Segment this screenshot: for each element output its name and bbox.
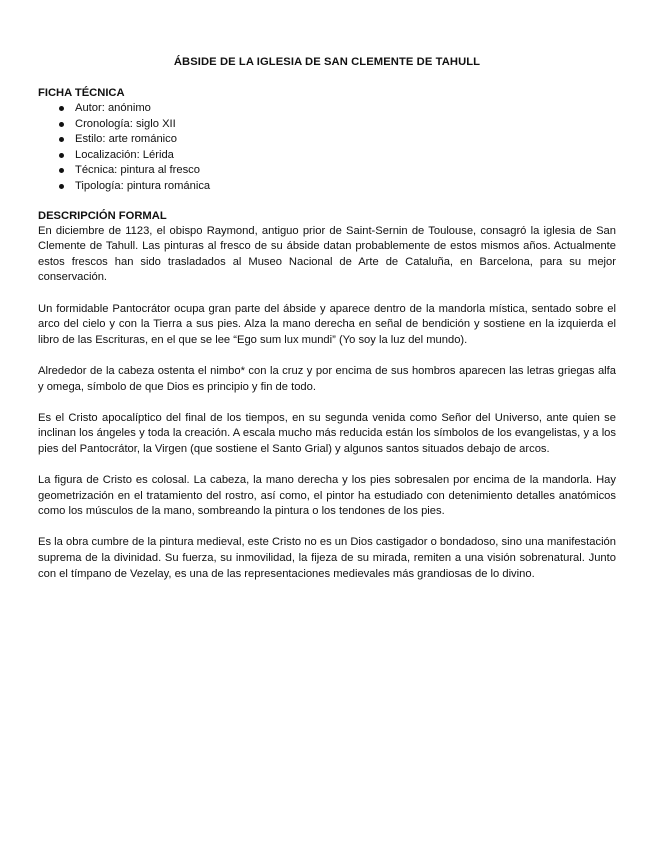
ficha-item-tecnica: Técnica: pintura al fresco xyxy=(38,163,616,179)
document-page xyxy=(38,55,616,598)
page-title: ÁBSIDE DE LA IGLESIA DE SAN CLEMENTE DE TAHULL xyxy=(173,56,481,68)
ficha-item-cronologia: Cronología: siglo XII xyxy=(38,117,616,133)
paragraph-obra-cumbre: Es la obra cumbre de la pintura medieval, este Cristo no es un Dios castigador o bondadoso, sino una manifestación suprema de la divinidad. Su fuerza, su inmovilidad, la fijeza de su mirada, remiten a una visión sobrenatural. Junto con el tímpano de Vezelay, es una de las representaciones medievales más grandiosas de lo divino. xyxy=(38,536,616,580)
paragraph-nimbo: Alrededor de la cabeza ostenta el nimbo* con la cruz y por encima de sus hombros aparecen las letras griegas alfa y omega, símbolo de que Dios es principio y fin de todo. xyxy=(38,364,616,393)
ficha-tecnica-heading: FICHA TÉCNICA xyxy=(38,87,125,99)
paragraph-cristo-apocaliptico: Es el Cristo apocalíptico del final de los tiempos, en su segunda venida como Señor del Universo, ante quien se inclinan los ángeles y toda la creación. A escala mucho más reducida están los símbolos de los evangelistas, y a los pies del Pantocrátor, la Virgen (que sostiene el Santo Grial) y algunos santos situados debajo de arcos. xyxy=(38,411,616,455)
paragraph-pantocrator: Un formidable Pantocrátor ocupa gran parte del ábside y aparece dentro de la mandorla mística, sentado sobre el arco del cielo y con la Tierra a sus pies. Alza la mano derecha en señal de bendición y sostiene en la izquierda el libro de las Escrituras, en el que se lee “Ego sum lux mundi” (Yo soy la luz del mundo). xyxy=(38,302,616,346)
ficha-item-localizacion: Localización: Lérida xyxy=(38,148,616,164)
descripcion-formal-heading: DESCRIPCIÓN FORMAL xyxy=(38,209,167,222)
ficha-item-estilo: Estilo: arte románico xyxy=(38,132,616,148)
ficha-item-tipologia: Tipología: pintura románica xyxy=(38,179,616,195)
ficha-tecnica-list xyxy=(38,101,616,195)
paragraph-figura-cristo: La figura de Cristo es colosal. La cabeza, la mano derecha y los pies sobresalen por encima de la mandorla. Hay geometrización en el tratamiento del rostro, así como, el pintor ha estudiado con detenimiento detalles anatómicos como los músculos de la mano, sombreando la pintura o los tendones de los pies. xyxy=(38,474,616,518)
ficha-item-autor: Autor: anónimo xyxy=(38,101,616,117)
paragraph-historia: En diciembre de 1123, el obispo Raymond, antiguo prior de Saint-Sernin de Toulouse, consagró la iglesia de San Clemente de Tahull. Las pinturas al fresco de su ábside datan probablemente de estos mismos años. Actualmente estos frescos han sido trasladados al Museo Nacional de Arte de Cataluña, en Barcelona, para su mejor conservación. xyxy=(38,224,616,284)
